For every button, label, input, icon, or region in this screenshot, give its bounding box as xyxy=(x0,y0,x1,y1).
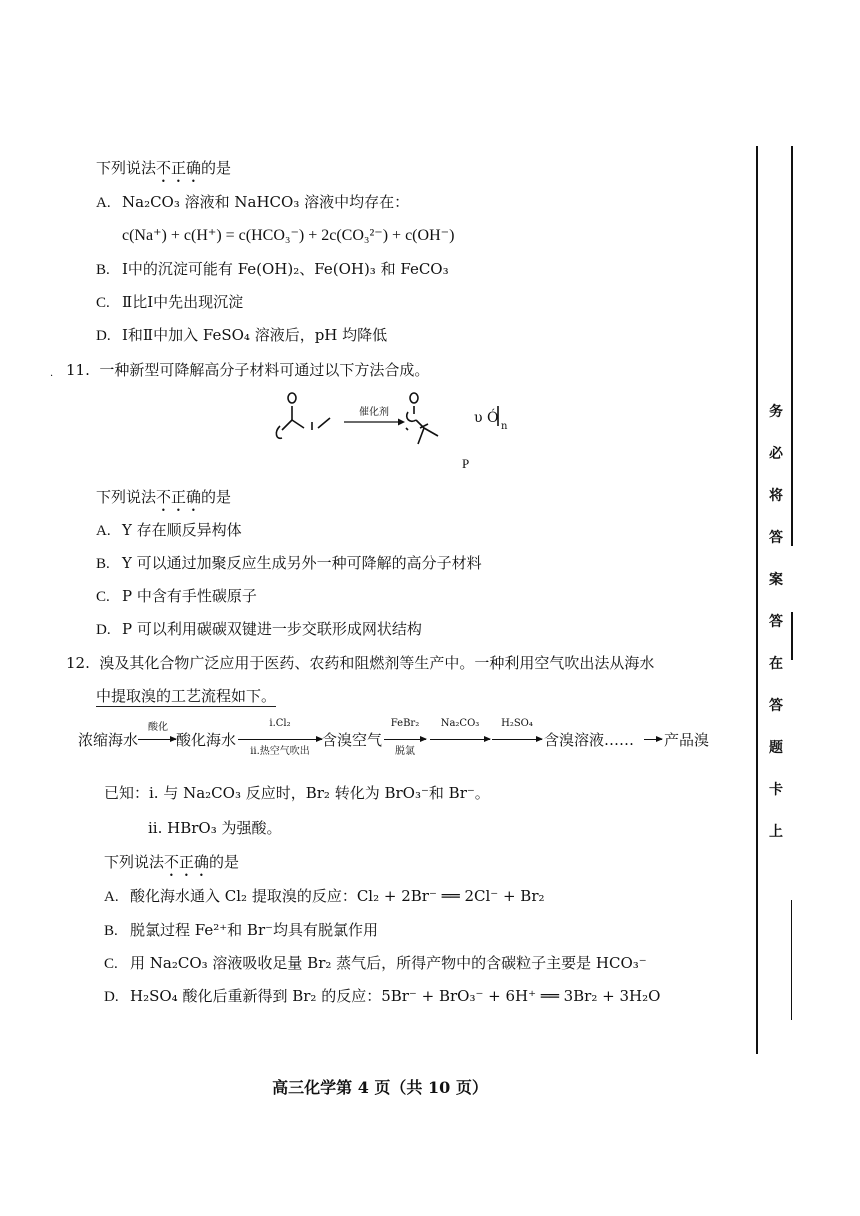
flow-arrow-4 xyxy=(430,739,490,740)
margin-mark: · xyxy=(50,371,54,382)
flow-step-product-bromine: 产品溴 xyxy=(664,731,710,749)
margin-line-left xyxy=(756,146,758,1054)
q11-stem: 11. 一种新型可降解高分子材料可通过以下方法合成。 xyxy=(66,361,430,379)
q11-prompt: 下列说法不正确的是 xyxy=(96,488,232,506)
polymer-structure xyxy=(406,393,438,444)
page-footer: 高三化学第 4 页（共 10 页） xyxy=(272,1078,488,1097)
flow-arrow-2 xyxy=(238,739,322,740)
q12-stem-line1: 12. 溴及其化合物广泛应用于医药、农药和阻燃剂等生产中。一种利用空气吹出法从海水 xyxy=(66,654,655,672)
flow-step-bromine-solution: 含溴溶液…… xyxy=(544,731,635,749)
q10-option-a: A. Na₂CO₃ 溶液和 NaHCO₃ 溶液中均存在： xyxy=(96,193,410,211)
q11-option-c: C. P 中含有手性碳原子 xyxy=(96,587,257,605)
flow-condition-cl2: i.Cl₂ xyxy=(269,718,291,729)
q10-option-c: C. Ⅱ比Ⅰ中先出现沉淀 xyxy=(96,293,244,311)
repeat-subscript: n xyxy=(501,421,508,432)
side-text-char: 题 xyxy=(769,740,783,756)
side-text-char: 答 xyxy=(769,614,783,630)
margin-line-right-upper xyxy=(791,146,793,546)
q12-option-d: D. H₂SO₄ 酸化后重新得到 Br₂ 的反应：5Br⁻ + BrO₃⁻ + 6H⁺ ══ 3Br₂ + 3H₂O xyxy=(104,987,661,1005)
q10-option-d: D. Ⅰ和Ⅱ中加入 FeSO₄ 溶液后，pH 均降低 xyxy=(96,326,388,344)
polymer-fragment: υ Ó xyxy=(474,410,499,426)
side-text-char: 必 xyxy=(769,446,783,462)
q11-option-a: A. Y 存在顺反异构体 xyxy=(96,521,242,539)
flow-step-concentrated-seawater: 浓缩海水 xyxy=(78,731,139,749)
side-text-char: 案 xyxy=(769,572,783,588)
flow-arrow-3 xyxy=(384,739,426,740)
q11-option-b: B. Y 可以通过加聚反应生成另外一种可降解的高分子材料 xyxy=(96,554,482,572)
margin-line-right-mid xyxy=(791,612,793,660)
q12-option-a: A. 酸化海水通入 Cl₂ 提取溴的反应：Cl₂ + 2Br⁻ ══ 2Cl⁻ + Br₂ xyxy=(104,887,545,905)
flow-condition-dechlorinate: 脱氯 xyxy=(395,746,415,757)
q11-reaction-scheme xyxy=(262,384,522,474)
margin-line-right-lower xyxy=(791,900,792,1020)
side-text-char: 务 xyxy=(769,404,783,420)
flow-arrow-6 xyxy=(644,739,662,740)
q12-known-i: 已知：i. 与 Na₂CO₃ 反应时，Br₂ 转化为 BrO₃⁻和 Br⁻。 xyxy=(104,784,490,802)
flow-step-acidified-seawater: 酸化海水 xyxy=(176,731,237,749)
side-text-char: 答 xyxy=(769,698,783,714)
monomer-structure xyxy=(276,393,330,438)
q10-option-b: B. Ⅰ中的沉淀可能有 Fe(OH)₂、Fe(OH)₃ 和 FeCO₃ xyxy=(96,260,449,278)
q12-stem-line2: 中提取溴的工艺流程如下。 xyxy=(96,687,277,705)
q10-prompt: 下列说法不正确的是 xyxy=(96,159,232,177)
flow-step-bromine-air: 含溴空气 xyxy=(322,731,383,749)
flow-condition-na2co3: Na₂CO₃ xyxy=(440,718,480,729)
side-text-char: 上 xyxy=(769,824,783,840)
flow-condition-febr2: FeBr₂ xyxy=(390,718,420,729)
reaction-arrow xyxy=(344,405,405,426)
flow-arrow-5 xyxy=(492,739,542,740)
catalyst-label: 催化剂 xyxy=(359,407,389,418)
q12-prompt: 下列说法不正确的是 xyxy=(104,853,240,871)
q12-option-c: C. 用 Na₂CO₃ 溶液吸收足量 Br₂ 蒸气后，所得产物中的含碳粒子主要是 HCO₃⁻ xyxy=(104,954,647,972)
q12-option-b: B. 脱氯过程 Fe²⁺和 Br⁻均具有脱氯作用 xyxy=(104,921,379,939)
q12-known-ii: ii. HBrO₃ 为强酸。 xyxy=(148,819,282,837)
side-text-char: 答 xyxy=(769,530,783,546)
flow-arrow-1 xyxy=(138,739,176,740)
polymer-label: P xyxy=(462,456,470,471)
q10-formula: c(Na⁺) + c(H⁺) = c(HCO₃⁻) + 2c(CO₃²⁻) + c(OH⁻) xyxy=(122,227,455,244)
q11-option-d: D. P 可以利用碳碳双键进一步交联形成网状结构 xyxy=(96,620,422,638)
side-text-char: 卡 xyxy=(769,782,783,798)
flow-condition-acidify: 酸化 xyxy=(148,722,168,733)
side-text-char: 将 xyxy=(769,488,783,504)
flow-condition-h2so4: H₂SO₄ xyxy=(501,718,533,729)
flow-condition-hot-air: ii.热空气吹出 xyxy=(250,746,310,757)
side-text-char: 在 xyxy=(769,656,783,672)
